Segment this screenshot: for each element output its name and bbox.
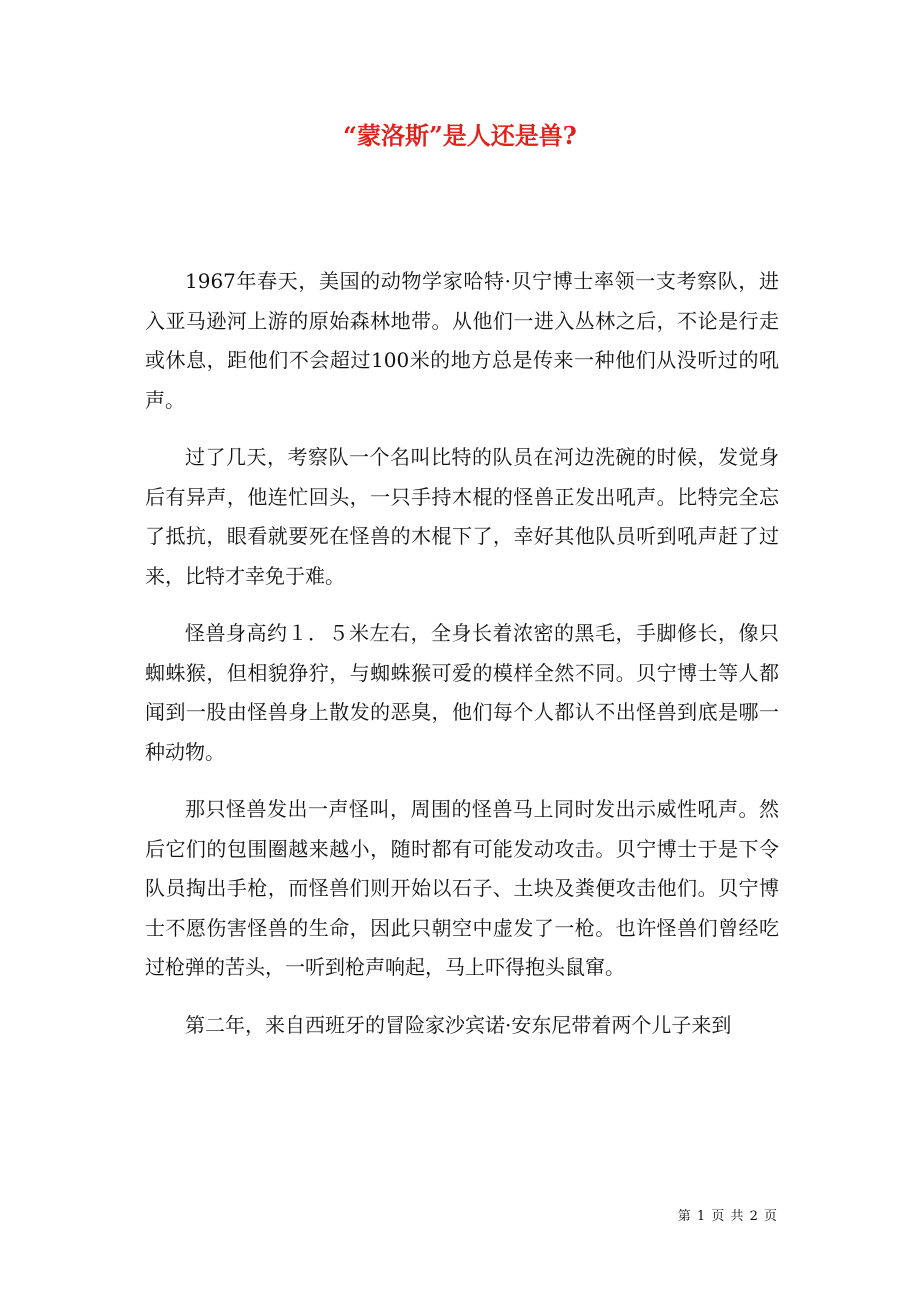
paragraph: 过了几天，考察队一个名叫比特的队员在河边洗碗的时候，发觉身后有异声，他连忙回头，一只手持木棍的怪兽正发出吼声。比特完全忘了抵抗，眼看就要死在怪兽的木棍下了，幸好其他队员听到吼声赶了过来，比特才幸免于难。 (145, 445, 779, 588)
paragraph: 那只怪兽发出一声怪叫，周围的怪兽马上同时发出示威性吼声。然后它们的包围圈越来越小，随时都有可能发动攻击。贝宁博士于是下令队员掏出手枪，而怪兽们则开始以石子、土块及粪便攻击他们。贝宁博士不愿伤害怪兽的生命，因此只朝空中虚发了一枪。也许怪兽们曾经吃过枪弹的苦头，一听到枪声响起，马上吓得抱头鼠窜。 (145, 797, 779, 979)
article-body (145, 262, 779, 1063)
paragraph: 1967年春天，美国的动物学家哈特·贝宁博士率领一支考察队，进入亚马逊河上游的原始森林地带。从他们一进入丛林之后，不论是行走或休息，距他们不会超过100米的地方总是传来一种他们从没听过的吼声。 (145, 269, 779, 412)
page-title: “蒙洛斯”是人还是兽? (343, 121, 577, 150)
page-number: 第 1 页 共 2 页 (677, 1209, 778, 1224)
paragraph: 第二年，来自西班牙的冒险家沙宾诺·安东尼带着两个儿子来到 (185, 1012, 732, 1037)
paragraph: 怪兽身高约１．５米左右，全身长着浓密的黑毛，手脚修长，像只蜘蛛猴，但相貌狰狞，与蜘蛛猴可爱的模样全然不同。贝宁博士等人都闻到一股由怪兽身上散发的恶臭，他们每个人都认不出怪兽到底是哪一种动物。 (145, 621, 779, 764)
